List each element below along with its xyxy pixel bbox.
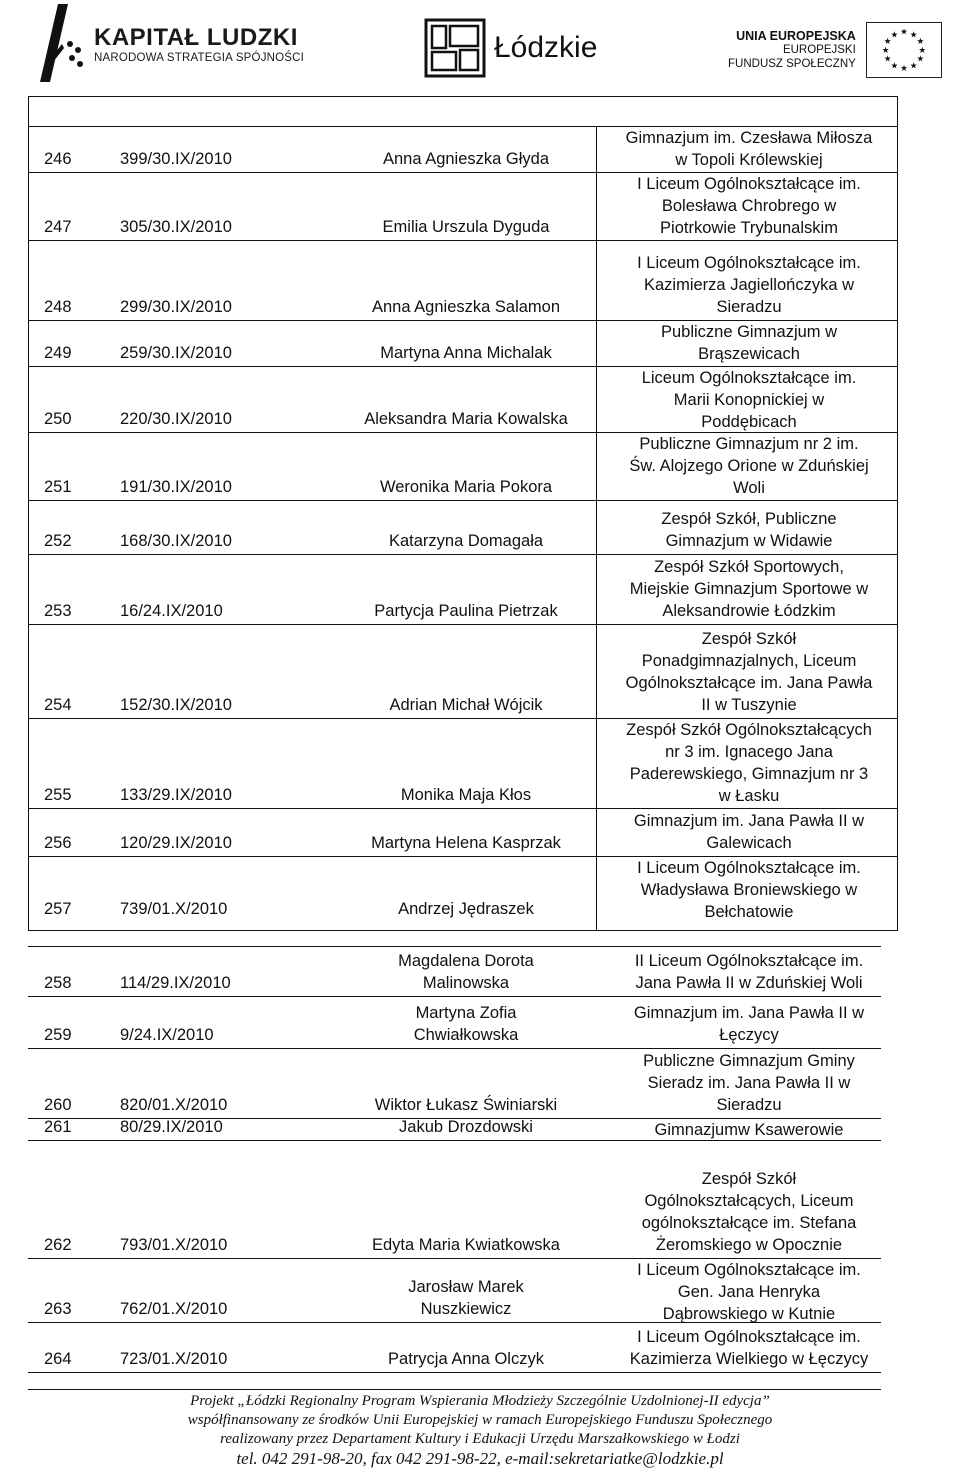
school-name-line: Marii Konopnickiej w — [673, 391, 825, 409]
footer-divider — [28, 1389, 881, 1390]
resolution-number: 9/24.IX/2010 — [120, 1026, 214, 1044]
school-name-line: Gimnazjum im. Jana Pawła II w — [633, 812, 865, 830]
table-row-divider — [28, 1048, 881, 1049]
footer-line2: współfinansowany ze środków Unii Europejskiej w ramach Europejskiego Funduszu Społecznego — [187, 1412, 773, 1428]
student-name — [344, 342, 588, 364]
student-name — [344, 1002, 588, 1046]
school-name-line: w Łasku — [718, 787, 780, 805]
resolution-number: 259/30.IX/2010 — [120, 344, 232, 362]
row-number: 260 — [44, 1096, 72, 1114]
eu-line2: EUROPEJSKI — [782, 44, 856, 56]
school-name-line: Miejskie Gimnazjum Sportowe w — [629, 580, 869, 598]
student-name — [344, 408, 588, 430]
footer-line3: realizowany przez Departament Kultury i Edukacji Urzędu Marszałkowskiego w Łodzi — [220, 1431, 740, 1447]
school-name-line: Św. Alojzego Orione w Zduńskiej — [629, 457, 869, 475]
school-name-line: Piotrkowie Trybunalskim — [660, 219, 838, 237]
school-name-line: Ogólnokształcących, Liceum — [644, 1192, 854, 1210]
resolution-number: 399/30.IX/2010 — [120, 150, 232, 168]
resolution-number: 133/29.IX/2010 — [120, 786, 232, 804]
school-name-line: Sieradzu — [716, 298, 782, 316]
school-name-line: Brąszewicach — [698, 345, 800, 363]
student-name-line: Emilia Urszula Dyguda — [382, 218, 550, 236]
school-name-line: Łęczycy — [719, 1026, 779, 1044]
row-number: 250 — [44, 410, 72, 428]
school-name — [600, 628, 898, 716]
school-name-line: Ogólnokształcące im. Jana Pawła — [625, 674, 873, 692]
lodzkie-label: Łódzkie — [494, 31, 598, 64]
school-name-line: ogólnokształcące im. Stefana — [641, 1214, 857, 1232]
kapital-ludzki-logo — [32, 4, 304, 84]
row-number: 259 — [44, 1026, 72, 1044]
student-name-line: Magdalena Dorota — [398, 952, 534, 970]
svg-text:★: ★ — [909, 29, 918, 40]
school-name — [600, 1326, 898, 1370]
row-number: 258 — [44, 974, 72, 992]
table-row-divider — [28, 500, 898, 501]
school-name-line: Paderewskiego, Gimnazjum nr 3 — [629, 765, 869, 783]
school-name-line: Publiczne Gimnazjum nr 2 im. — [639, 435, 859, 453]
footer-line1: Projekt „Łódzki Regionalny Program Wspierania Młodzieży Szczególnie Uzdolnionej-II edycja” — [190, 1393, 770, 1409]
student-name — [344, 950, 588, 994]
school-name-line: Władysława Broniewskiego w — [640, 881, 858, 899]
row-number: 247 — [44, 218, 72, 236]
svg-text:★: ★ — [883, 36, 892, 47]
student-name-line: Martyna Anna Michalak — [380, 344, 552, 362]
student-name — [344, 148, 588, 170]
school-name-line: Publiczne Gimnazjum w — [660, 323, 838, 341]
svg-text:★: ★ — [899, 63, 908, 74]
lodzkie-logo — [424, 18, 597, 78]
school-name-line: nr 3 im. Ignacego Jana — [665, 743, 833, 761]
svg-text:★: ★ — [899, 26, 908, 37]
student-name — [344, 216, 588, 238]
eu-flag-icon — [866, 22, 942, 78]
school-name-line: Gimnazjum w Widawie — [665, 532, 833, 550]
svg-text:★: ★ — [916, 36, 925, 47]
student-name — [344, 1116, 588, 1138]
school-name-line: Woli — [733, 479, 765, 497]
eu-logo — [728, 22, 942, 78]
school-name-line: I Liceum Ogólnokształcące im. — [637, 175, 861, 193]
eu-line3: FUNDUSZ SPOŁECZNY — [728, 58, 856, 70]
school-name — [600, 1259, 898, 1325]
school-name-line: Aleksandrowie Łódzkim — [662, 602, 836, 620]
resolution-number: 299/30.IX/2010 — [120, 298, 232, 316]
row-number: 256 — [44, 834, 72, 852]
resolution-number: 762/01.X/2010 — [120, 1300, 228, 1318]
student-name — [344, 832, 588, 854]
row-number: 263 — [44, 1300, 72, 1318]
student-name — [344, 530, 588, 552]
student-name-line: Chwiałkowska — [413, 1026, 519, 1044]
school-name-line: Ponadgimnazjalnych, Liceum — [641, 652, 857, 670]
student-name — [344, 1348, 588, 1370]
school-name-line: Sieradz im. Jana Pawła II w — [647, 1074, 851, 1092]
school-name — [600, 127, 898, 171]
school-name-line: Galewicach — [706, 834, 792, 852]
school-name — [600, 367, 898, 433]
resolution-number: 723/01.X/2010 — [120, 1350, 228, 1368]
table-row-divider — [28, 996, 881, 997]
school-name-line: Poddębicach — [701, 413, 797, 431]
table-row-divider — [28, 240, 898, 241]
school-name — [600, 556, 898, 622]
row-number: 248 — [44, 298, 72, 316]
student-name-line: Adrian Michał Wójcik — [389, 696, 543, 714]
student-name-line: Andrzej Jędraszek — [398, 900, 534, 918]
resolution-number: 114/29.IX/2010 — [120, 974, 231, 992]
school-name-line: Bolesława Chrobrego w — [661, 197, 837, 215]
kapital-ludzki-subtitle: NARODOWA STRATEGIA SPÓJNOŚCI — [94, 52, 305, 64]
school-name-line: I Liceum Ogólnokształcące im. — [637, 254, 861, 272]
school-name — [600, 950, 898, 994]
resolution-number: 191/30.IX/2010 — [120, 478, 232, 496]
school-name-line: I Liceum Ogólnokształcące im. — [637, 1328, 861, 1346]
student-name-line: Partycja Paulina Pietrzak — [374, 602, 558, 620]
student-name — [344, 1276, 588, 1320]
student-name-line: Katarzyna Domagała — [388, 532, 544, 550]
row-number: 261 — [44, 1118, 72, 1136]
school-name — [600, 1002, 898, 1046]
eu-line1: UNIA EUROPEJSKA — [736, 29, 856, 43]
school-name-line: II Liceum Ogólnokształcące im. — [634, 952, 864, 970]
row-number: 254 — [44, 696, 72, 714]
school-name — [600, 1050, 898, 1116]
lodzkie-mark-icon — [424, 18, 486, 78]
student-name-line: Martyna Helena Kasprzak — [371, 834, 561, 852]
table-top-border — [28, 96, 898, 97]
resolution-number: 820/01.X/2010 — [120, 1096, 228, 1114]
school-name-line: Zespół Szkół — [701, 1170, 797, 1188]
resolution-number: 739/01.X/2010 — [120, 900, 228, 918]
svg-text:★: ★ — [890, 29, 899, 40]
table-row-divider — [28, 1372, 881, 1373]
school-name-line: Gimnazjum im. Jana Pawła II w — [633, 1004, 865, 1022]
student-name — [344, 1094, 588, 1116]
school-name-line: Gimnazjumw Ksawerowie — [654, 1121, 844, 1139]
student-name-line: Malinowska — [422, 974, 510, 992]
kapital-ludzki-title: KAPITAŁ LUDZKI — [94, 24, 298, 51]
student-name — [344, 600, 588, 622]
table-row-divider — [28, 624, 898, 625]
resolution-number: 305/30.IX/2010 — [120, 218, 232, 236]
student-name-line: Edyta Maria Kwiatkowska — [372, 1236, 560, 1254]
school-name-line: Publiczne Gimnazjum Gminy — [643, 1052, 855, 1070]
table-row-divider — [28, 554, 898, 555]
student-name — [344, 784, 588, 806]
student-name — [344, 898, 588, 920]
school-name — [600, 252, 898, 318]
school-name-line: Zespół Szkół Sportowych, — [654, 558, 844, 576]
table-row-divider — [28, 808, 898, 809]
student-name-line: Weronika Maria Pokora — [379, 478, 553, 496]
table-row-divider — [28, 930, 898, 931]
school-name — [600, 433, 898, 499]
school-name — [600, 1119, 898, 1141]
row-number: 249 — [44, 344, 72, 362]
school-name — [600, 810, 898, 854]
school-name — [600, 857, 898, 923]
student-name-line: Wiktor Łukasz Świniarski — [374, 1096, 558, 1114]
row-number: 262 — [44, 1236, 72, 1254]
student-name-line: Aleksandra Maria Kowalska — [364, 410, 568, 428]
student-name — [344, 296, 588, 318]
student-name — [344, 476, 588, 498]
row-number: 264 — [44, 1350, 72, 1368]
school-name-line: Jana Pawła II w Zduńskiej Woli — [635, 974, 863, 992]
row-number: 253 — [44, 602, 72, 620]
school-name-line: w Topoli Królewskiej — [675, 151, 823, 169]
footer-contact: tel. 042 291-98-20, fax 042 291-98-22, e-mail:sekretariatke@lodzkie.pl — [236, 1449, 724, 1468]
student-name-line: Jarosław Marek — [408, 1278, 524, 1296]
table-left-border — [28, 96, 29, 930]
svg-text:★: ★ — [890, 60, 899, 71]
kapital-ludzki-mark-icon — [32, 4, 88, 84]
student-name-line: Nuszkiewicz — [420, 1300, 512, 1318]
school-name-line: Żeromskiego w Opocznie — [655, 1236, 843, 1254]
school-name — [600, 719, 898, 807]
school-name-line: Liceum Ogólnokształcące im. — [641, 369, 857, 387]
resolution-number: 168/30.IX/2010 — [120, 532, 232, 550]
footer — [0, 1392, 960, 1468]
student-name — [344, 1234, 588, 1256]
svg-text:★: ★ — [883, 53, 892, 64]
school-name-line: Zespół Szkół, Publiczne — [661, 510, 837, 528]
student-name-line: Jakub Drozdowski — [399, 1118, 533, 1136]
resolution-number: 16/24.IX/2010 — [120, 602, 223, 620]
school-name-line: Bełchatowie — [704, 903, 794, 921]
student-name-line: Martyna Zofia — [415, 1004, 517, 1022]
resolution-number: 152/30.IX/2010 — [120, 696, 232, 714]
resolution-number: 793/01.X/2010 — [120, 1236, 228, 1254]
school-name-line: Dąbrowskiego w Kutnie — [662, 1305, 836, 1323]
svg-text:★: ★ — [881, 44, 890, 55]
school-name-line: I Liceum Ogólnokształcące im. — [637, 1261, 861, 1279]
row-number: 251 — [44, 478, 72, 496]
school-name-line: II w Tuszynie — [701, 696, 797, 714]
svg-text:★: ★ — [909, 60, 918, 71]
table-row-divider — [28, 946, 881, 947]
school-name-line: Zespół Szkół — [701, 630, 797, 648]
school-name — [600, 173, 898, 239]
school-name — [600, 321, 898, 365]
student-name-line: Anna Agnieszka Salamon — [371, 298, 561, 316]
school-name-line: I Liceum Ogólnokształcące im. — [637, 859, 861, 877]
student-name-line: Monika Maja Kłos — [400, 786, 532, 804]
school-name — [600, 1168, 898, 1256]
resolution-number: 220/30.IX/2010 — [120, 410, 232, 428]
resolution-number: 120/29.IX/2010 — [120, 834, 232, 852]
table-column-divider — [596, 126, 597, 930]
row-number: 255 — [44, 786, 72, 804]
row-number: 246 — [44, 150, 72, 168]
school-name-line: Kazimierza Wielkiego w Łęczycy — [629, 1350, 869, 1368]
school-name-line: Gimnazjum im. Czesława Miłosza — [625, 129, 873, 147]
svg-text:★: ★ — [916, 53, 925, 64]
school-name — [600, 508, 898, 552]
school-name-line: Gen. Jana Henryka — [677, 1283, 821, 1301]
student-name — [344, 694, 588, 716]
row-number: 252 — [44, 532, 72, 550]
school-name-line: Sieradzu — [716, 1096, 782, 1114]
svg-text:★: ★ — [918, 44, 927, 55]
resolution-number: 80/29.IX/2010 — [120, 1118, 223, 1136]
student-name-line: Anna Agnieszka Głyda — [382, 150, 550, 168]
school-name-line: Zespół Szkół Ogólnokształcących — [626, 721, 872, 739]
student-name-line: Patrycja Anna Olczyk — [388, 1350, 544, 1368]
row-number: 257 — [44, 900, 72, 918]
school-name-line: Kazimierza Jagiellończyka w — [644, 276, 854, 294]
